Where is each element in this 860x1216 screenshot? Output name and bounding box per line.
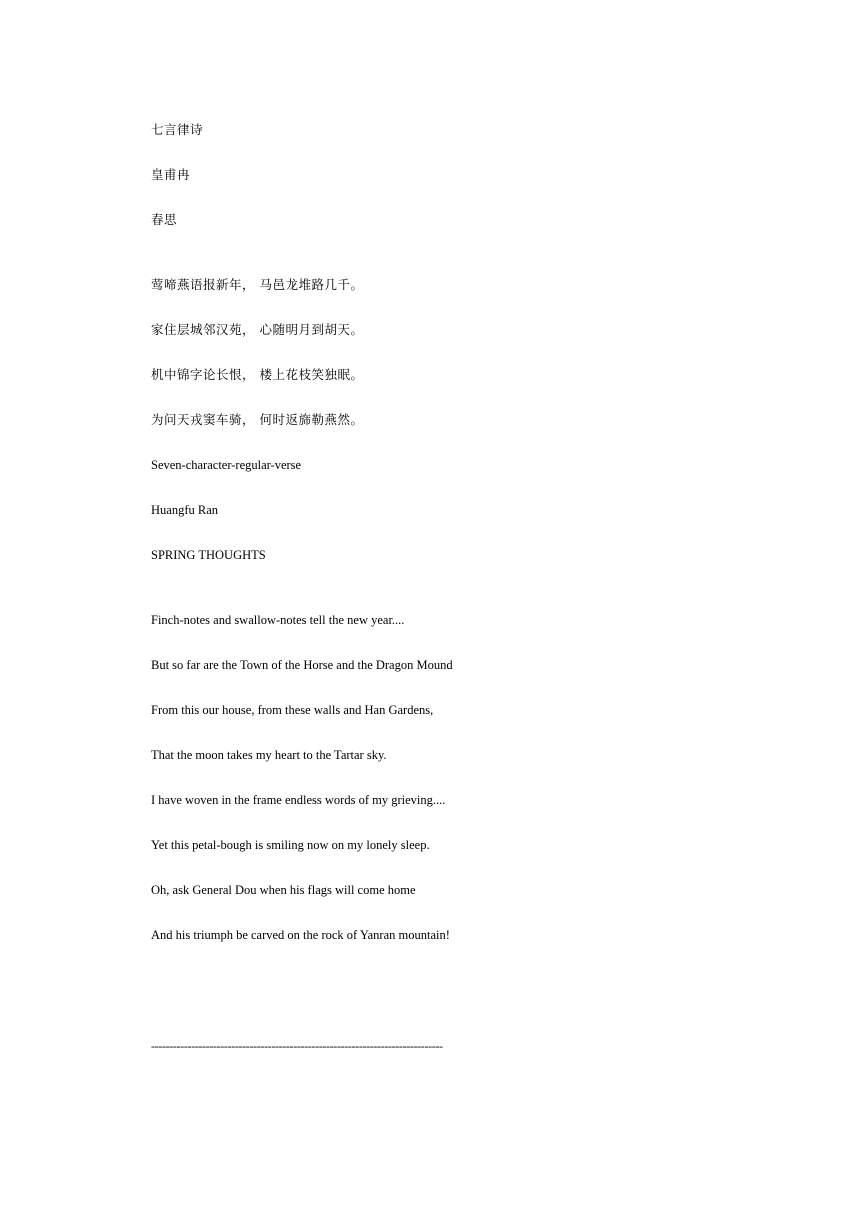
english-title: SPRING THOUGHTS [151,548,266,562]
english-poem-line-7: Oh, ask General Dou when his flags will come home [151,883,416,897]
chinese-poem-line-2: 家住层城邻汉苑， 心随明月到胡天。 [151,322,364,337]
english-poem-line-2: But so far are the Town of the Horse and the Dragon Mound [151,658,453,672]
chinese-poem-line-1: 莺啼燕语报新年， 马邑龙堆路几千。 [151,277,364,292]
english-author: Huangfu Ran [151,503,218,517]
english-poem-line-4: That the moon takes my heart to the Tartar sky. [151,748,387,762]
english-poem-line-1: Finch-notes and swallow-notes tell the new year.... [151,613,405,627]
chinese-poem-line-3: 机中锦字论长恨， 楼上花枝笑独眠。 [151,367,364,382]
english-poem-line-6: Yet this petal-bough is smiling now on my lonely sleep. [151,838,430,852]
english-poem-line-8: And his triumph be carved on the rock of Yanran mountain! [151,928,450,942]
chinese-form-label: 七言律诗 [151,122,204,137]
chinese-author: 皇甫冉 [151,167,191,182]
chinese-poem-line-4: 为问天戎窦车骑， 何时返旆勒燕然。 [151,412,364,427]
english-poem-line-5: I have woven in the frame endless words of my grieving.... [151,793,446,807]
english-form-label: Seven-character-regular-verse [151,458,302,472]
chinese-title: 春思 [151,212,178,227]
english-poem-line-3: From this our house, from these walls and Han Gardens, [151,703,434,717]
separator-line: -------------------------------------------------------------------------------- [151,1039,443,1053]
